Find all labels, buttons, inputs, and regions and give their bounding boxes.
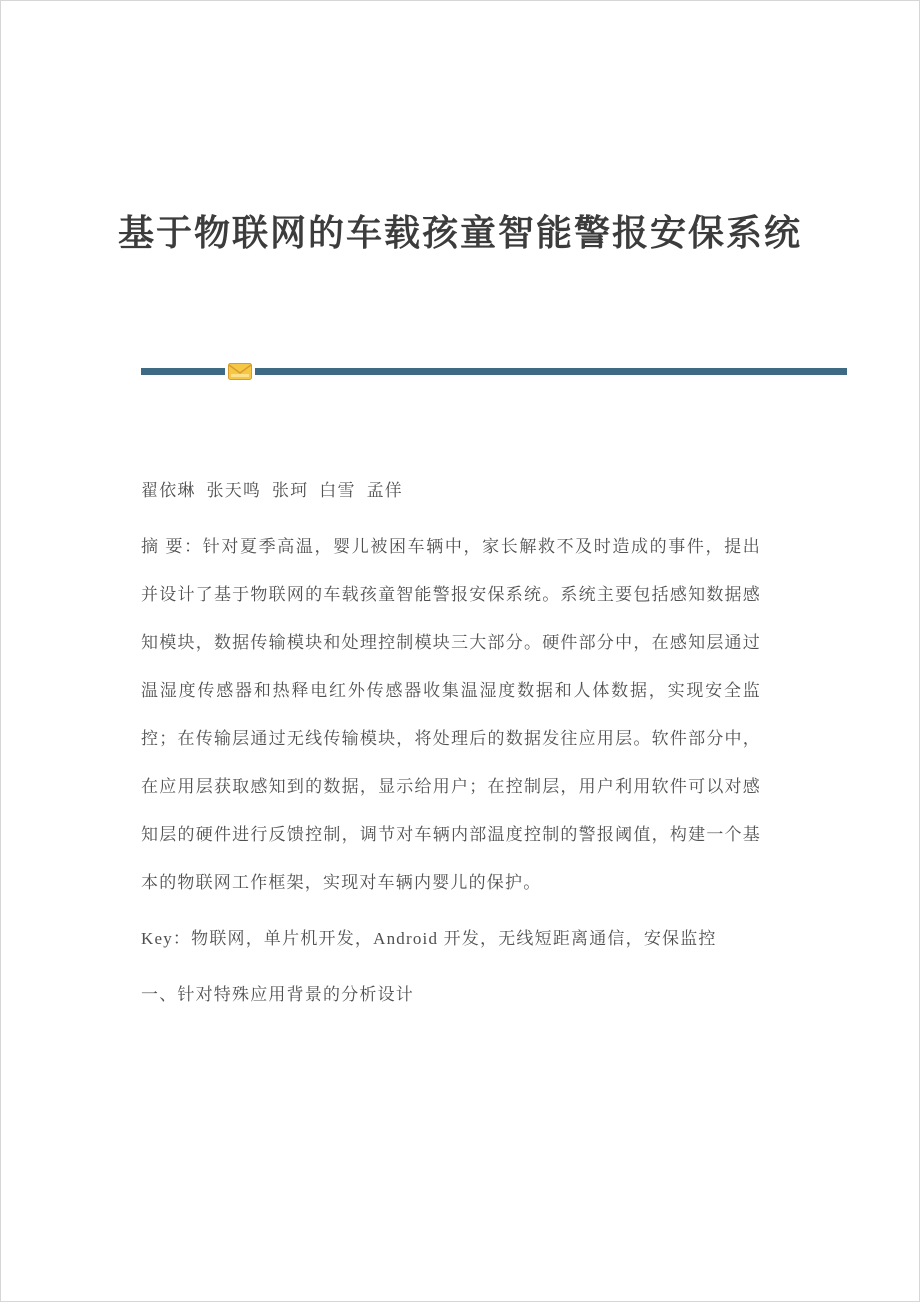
envelope-icon — [227, 361, 253, 381]
title-divider-bar — [141, 368, 847, 375]
authors-line: 翟依琳 张天鸣 张珂 白雪 孟佯 — [141, 481, 403, 500]
document-body — [141, 467, 761, 1019]
page-title: 基于物联网的车载孩童智能警报安保系统 — [117, 213, 802, 253]
section-heading-1: 一、针对特殊应用背景的分析设计 — [141, 985, 414, 1004]
abstract-paragraph: 摘 要：针对夏季高温，婴儿被困车辆中，家长解救不及时造成的事件，提出并设计了基于物联网的车载孩童智能警报安保系统。系统主要包括感知数据感知模块，数据传输模块和处理控制模块三大部分。硬件部分中，在感知层通过温湿度传感器和热释电红外传感器收集温湿度数据和人体数据，实现安全监控；在传输层通过无线传输模块，将处理后的数据发往应用层。软件部分中，在应用层获取感知到的数据，显示给用户；在控制层，用户利用软件可以对感知层的硬件进行反馈控制，调节对车辆内部温度控制的警报阈值，构建一个基本的物联网工作框架，实现对车辆内婴儿的保护。 — [141, 537, 761, 892]
keywords-line: Key：物联网，单片机开发，Android 开发，无线短距离通信，安保监控 — [141, 929, 717, 948]
